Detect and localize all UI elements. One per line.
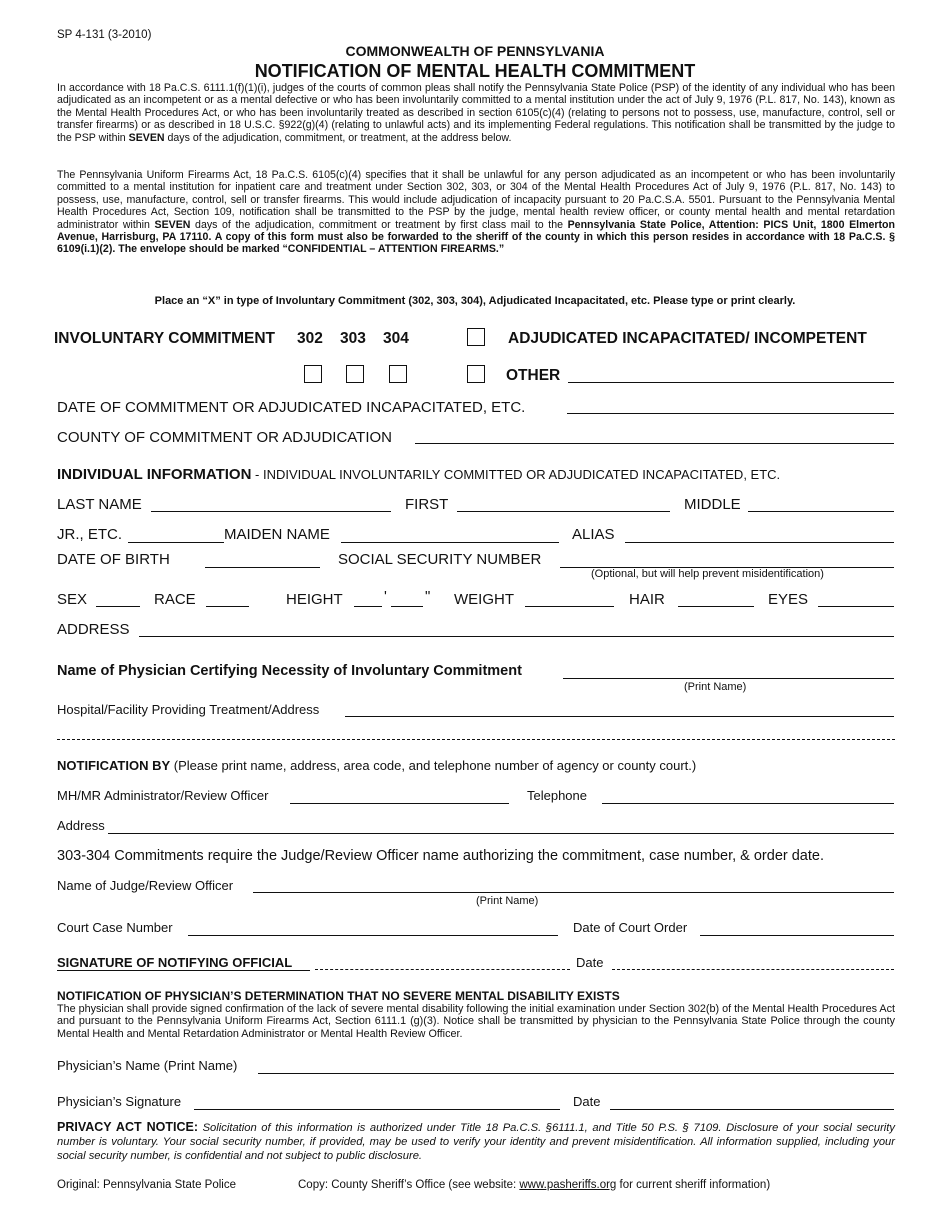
other-checkbox[interactable] [467, 365, 485, 383]
middle-name-label: MIDDLE [684, 496, 741, 513]
determination-heading: NOTIFICATION OF PHYSICIAN’S DETERMINATION THAT NO SEVERE MENTAL DISABILITY EXISTS [57, 989, 620, 1003]
suffix-label: JR., ETC. [57, 526, 123, 543]
ssn-note: (Optional, but will help prevent misidentification) [591, 568, 824, 580]
commitment-date-label: DATE OF COMMITMENT OR ADJUDICATED INCAPACITATED, ETC. [57, 399, 526, 416]
alias-label: ALIAS [572, 526, 615, 543]
height-inches-input[interactable] [391, 592, 423, 607]
commitment-303-checkbox[interactable] [346, 365, 364, 383]
ssn-input[interactable] [560, 553, 894, 568]
maiden-name-label: MAIDEN NAME [224, 526, 330, 543]
footer-copy: Copy: County Sheriff’s Office (see website: www.pasheriffs.org for current sheriff information) [298, 1179, 771, 1191]
order-date-label: Date of Court Order [573, 920, 688, 935]
section-divider [57, 739, 895, 740]
physician-date-input[interactable] [610, 1095, 894, 1110]
physician-print-name-note: (Print Name) [684, 681, 747, 693]
signature-input[interactable] [315, 955, 570, 970]
height-feet-input[interactable] [354, 592, 382, 607]
maiden-name-input[interactable] [341, 528, 559, 543]
signature-label-underline [57, 970, 310, 971]
physician-name-label: Physician’s Name (Print Name) [57, 1058, 238, 1073]
admin-label: MH/MR Administrator/Review Officer [57, 788, 269, 803]
notifier-address-input[interactable] [108, 819, 894, 834]
sex-input[interactable] [96, 592, 140, 607]
judge-name-input[interactable] [253, 878, 894, 893]
commitment-304-label: 304 [383, 330, 409, 347]
determination-physician-name-input[interactable] [258, 1059, 894, 1074]
physician-name-input[interactable] [563, 664, 894, 679]
notifier-address-label: Address [57, 818, 105, 833]
judge-print-name-note: (Print Name) [476, 895, 539, 907]
notification-heading: NOTIFICATION BY (Please print name, address, area code, and telephone number of agency or county court.) [57, 758, 697, 773]
address-input[interactable] [139, 622, 894, 637]
county-input[interactable] [415, 429, 894, 444]
first-name-input[interactable] [457, 497, 670, 512]
commitment-304-checkbox[interactable] [389, 365, 407, 383]
dob-input[interactable] [205, 553, 320, 568]
hospital-input[interactable] [345, 702, 894, 717]
involuntary-commitment-label: INVOLUNTARY COMMITMENT [54, 330, 276, 347]
commitment-302-label: 302 [297, 330, 323, 347]
sex-label: SEX [57, 591, 88, 608]
signature-date-input[interactable] [612, 955, 894, 970]
suffix-input[interactable] [128, 528, 224, 543]
intro-paragraph-2: The Pennsylvania Uniform Firearms Act, 18 Pa.C.S. 6105(c)(4) specifies that it shall be unlawful for any person adjudicated as an incompetent or who has been involuntarily committed to a mental institution for inpatient care and treatment under Section 302, 303, or 304 of the Mental Health Procedures Act of July 9, 1976 (P.L. 817, No. 143) to possess, use, manufacture, control, sell or transfer firearms. This would include adjudication of incapacity pursuant to 20 Pa.C.S.A. 5501. Pursuant to the Pennsylvania Mental Health Procedures Act, Section 109, notification shall be transmitted to the PSP by the judge, mental health review officer, or county mental health and mental retardation administrator within SEVEN days of the adjudication, commitment or treatment by first class mail to the Pennsylvania State Police, Attention: PICS Unit, 1800 Elmerton Avenue, Harrisburg, PA 17110. A copy of this form must also be forwarded to the sheriff of the county in which this person resides in accordance with 18 Pa.C.S. § 6109(i.1)(2). The envelope should be marked “CONFIDENTIAL – ATTENTION FIREARMS.” [57, 169, 895, 256]
page-title: NOTIFICATION OF MENTAL HEALTH COMMITMENT [254, 61, 696, 81]
instruction-text: Place an “X” in type of Involuntary Commitment (302, 303, 304), Adjudicated Incapacitated, etc. Please type or print clearly. [154, 295, 796, 307]
alias-input[interactable] [625, 528, 894, 543]
other-input[interactable] [568, 368, 894, 383]
inch-mark: " [425, 588, 431, 605]
county-label: COUNTY OF COMMITMENT OR ADJUDICATION [57, 429, 393, 446]
signature-label: SIGNATURE OF NOTIFYING OFFICIAL [57, 955, 293, 970]
race-label: RACE [154, 591, 196, 608]
commitment-date-input[interactable] [567, 399, 894, 414]
height-label: HEIGHT [286, 591, 343, 608]
weight-label: WEIGHT [454, 591, 514, 608]
dob-label: DATE OF BIRTH [57, 551, 170, 568]
physician-date-label: Date [573, 1094, 601, 1109]
hair-input[interactable] [678, 592, 754, 607]
feet-mark: ' [384, 588, 387, 605]
physician-signature-input[interactable] [194, 1095, 560, 1110]
case-number-label: Court Case Number [57, 920, 173, 935]
footer-original: Original: Pennsylvania State Police [57, 1179, 236, 1191]
race-input[interactable] [206, 592, 249, 607]
middle-name-input[interactable] [748, 497, 894, 512]
telephone-label: Telephone [527, 788, 587, 803]
individual-info-heading: INDIVIDUAL INFORMATION - INDIVIDUAL INVOLUNTARILY COMMITTED OR ADJUDICATED INCAPACITATED, ETC. [57, 466, 781, 483]
adjudicated-checkbox[interactable] [467, 328, 485, 346]
hospital-label: Hospital/Facility Providing Treatment/Address [57, 702, 320, 717]
ssn-label: SOCIAL SECURITY NUMBER [338, 551, 542, 568]
physician-label: Name of Physician Certifying Necessity of Involuntary Commitment [57, 663, 522, 679]
case-number-input[interactable] [188, 921, 558, 936]
eyes-label: EYES [768, 591, 809, 608]
hair-label: HAIR [629, 591, 665, 608]
last-name-input[interactable] [151, 497, 391, 512]
other-label: OTHER [506, 367, 561, 384]
commitment-303-label: 303 [340, 330, 366, 347]
eyes-input[interactable] [818, 592, 894, 607]
weight-input[interactable] [525, 592, 614, 607]
telephone-input[interactable] [602, 789, 894, 804]
physician-signature-label: Physician’s Signature [57, 1094, 182, 1109]
judge-name-label: Name of Judge/Review Officer [57, 878, 234, 893]
determination-text: The physician shall provide signed confirmation of the lack of severe mental disability following the initial examination under Section 302(b) of the Mental Health Procedures Act and pursuant to the Pennsylvania Uniform Firearms Act, Section 6111.1 (g)(3). Notice shall be transmitted by physician to the Pennsylvania State Police through the county Mental Health and Mental Retardation Administrator or Mental Health Review Officer. [57, 1003, 895, 1040]
last-name-label: LAST NAME [57, 496, 142, 513]
privacy-notice: PRIVACY ACT NOTICE: Solicitation of this information is authorized under Title 18 Pa.C.S. §6111.1, and Title 50 P.S. § 7109. Disclosure of your social security number is voluntary. Your social security number, if provided, may be used to verify your identity and prevent misidentification. All information supplied, including your social security number, is confidential and not subject to public disclosure. [57, 1120, 895, 1162]
signature-date-label: Date [576, 955, 604, 970]
order-date-input[interactable] [700, 921, 894, 936]
judge-requirement-note: 303-304 Commitments require the Judge/Review Officer name authorizing the commitment, case number, & order date. [57, 848, 824, 864]
address-label: ADDRESS [57, 621, 130, 638]
admin-input[interactable] [290, 789, 509, 804]
form-id: SP 4-131 (3-2010) [57, 29, 152, 41]
sheriffs-website-link[interactable]: www.pasheriffs.org [519, 1179, 617, 1191]
agency-name: COMMONWEALTH OF PENNSYLVANIA [345, 43, 605, 59]
commitment-302-checkbox[interactable] [304, 365, 322, 383]
first-name-label: FIRST [405, 496, 449, 513]
intro-paragraph-1: In accordance with 18 Pa.C.S. 6111.1(f)(1)(i), judges of the courts of common pleas shall notify the Pennsylvania State Police (PSP) of the identity of any individual who has been adjudicated as an incompetent or as a mental defective or who has been involuntarily committed to a mental institution under the act of July 9, 1976 (P.L. 817, No. 143), known as the Mental Health Procedures Act, or who has been involuntarily treated as described in section 6105(c)(4) (relating to persons not to possess, use, manufacture, control, sell or transfer firearms) or as described in 18 U.S.C. §922(g)(4) (relating to unlawful acts) and its implementing Federal regulations. This notification shall be transmitted by the judge to the PSP within SEVEN days of the adjudication, commitment, or treatment, at the address below. [57, 82, 895, 144]
adjudicated-label: ADJUDICATED INCAPACITATED/ INCOMPETENT [508, 330, 867, 347]
